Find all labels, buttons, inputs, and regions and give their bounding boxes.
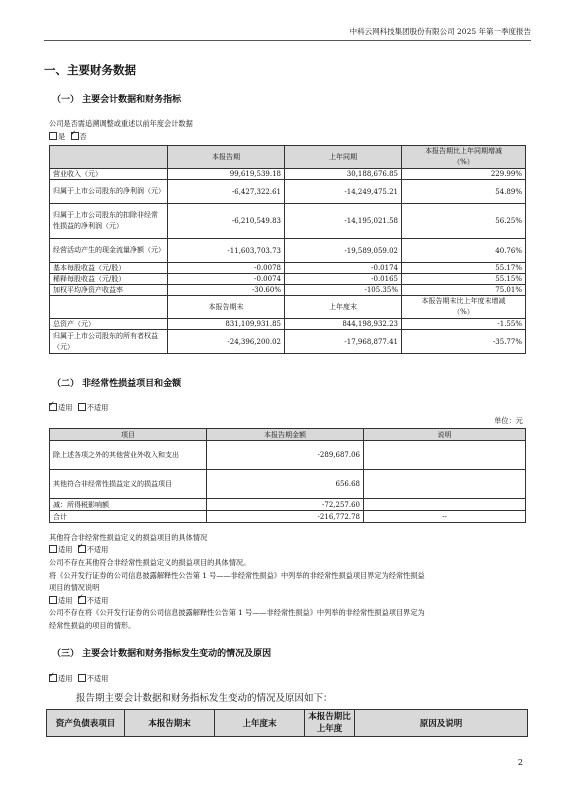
cell-value: 831,109,931.85: [168, 319, 285, 330]
unit-label: 单位：元: [494, 416, 523, 425]
cell-value: 54.89%: [402, 180, 526, 204]
checkbox-applicable[interactable]: [49, 403, 57, 411]
cell-value: -1.55%: [402, 319, 526, 330]
table-header-cell: 说明: [364, 429, 526, 441]
cell-value: --: [364, 511, 526, 523]
cell-value: 55.17%: [402, 263, 526, 274]
cell-value: 30,188,676.85: [285, 169, 402, 180]
cell-value: -19,589,059.02: [285, 239, 402, 263]
change-intro: 报告期主要会计数据和财务指标发生变动的情况及原因如下：: [76, 693, 333, 704]
table-header-cell: 上年同期: [285, 146, 402, 169]
table-row: [50, 180, 526, 204]
table-header-cell: 上年度末: [285, 296, 402, 319]
subsection-1-title: （一） 主要会计数据和财务指标: [52, 95, 182, 105]
checkbox-not-applicable[interactable]: [78, 403, 86, 411]
table-header-cell: [50, 296, 168, 319]
page-header: 中科云网科技集团股份有限公司 2025 年第一季度报告: [44, 26, 531, 41]
table-header-cell: 资产负债表项目: [47, 710, 125, 737]
restate-question: 公司是否需追溯调整或重述以前年度会计数据: [49, 119, 193, 128]
explain-text-2: 经常性损益的项目的情形。: [49, 621, 136, 630]
subsection-3-title: （三） 主要会计数据和财务指标发生变动的情况及原因: [52, 649, 272, 659]
table-row: [50, 285, 526, 296]
cell-value: 99,619,539.18: [168, 169, 285, 180]
table-header-row: [47, 710, 528, 737]
row-label: 经营活动产生的现金流量净额（元）: [50, 239, 168, 263]
row-label: 总资产（元）: [50, 319, 168, 330]
table-row: [50, 470, 526, 499]
table-header-row: [50, 146, 526, 169]
option-applicable-label: 适用: [58, 596, 73, 605]
restate-options: [49, 132, 87, 142]
table-row: [50, 511, 526, 523]
table-header-cell: 本报告期末: [168, 296, 285, 319]
cell-value: 55.15%: [402, 274, 526, 285]
table-row: [50, 274, 526, 285]
cell-value: -6,427,322.61: [168, 180, 285, 204]
cell-value: 844,198,932.23: [285, 319, 402, 330]
option-applicable-label: 适用: [58, 403, 73, 412]
cell-value: -0.0165: [285, 274, 402, 285]
cell-value: -30.60%: [168, 285, 285, 296]
cell-value: -6,210,549.83: [168, 204, 285, 239]
option-not-applicable-label: 不适用: [86, 674, 109, 683]
option-not-applicable-label: 不适用: [86, 545, 109, 554]
cell-value: -14,195,021.58: [285, 204, 402, 239]
page-number: 2: [517, 758, 523, 767]
table-header-cell: [50, 146, 168, 169]
cell-value: [364, 470, 526, 499]
table-row: [50, 330, 526, 354]
cell-value: [364, 441, 526, 470]
cell-value: [364, 499, 526, 511]
applicable-options-3: [49, 545, 108, 555]
checkbox-applicable[interactable]: [49, 545, 57, 553]
balance-sheet-change-table: [46, 709, 528, 737]
table-header-cell: 本报告期末: [125, 710, 215, 737]
subsection-2-title: （二） 非经常性损益项目和金额: [52, 379, 182, 389]
applicable-options-4: [49, 596, 108, 606]
cell-value: 56.25%: [402, 204, 526, 239]
option-not-applicable-label: 不适用: [86, 596, 109, 605]
row-label: 合计: [50, 511, 207, 523]
row-label: 减：所得税影响额: [50, 499, 207, 511]
cell-value: -105.35%: [285, 285, 402, 296]
cell-value: -216,772.78: [207, 511, 364, 523]
cell-value: -17,968,877.41: [285, 330, 402, 354]
cell-value: -14,249,475.21: [285, 180, 402, 204]
checkbox-applicable[interactable]: [49, 674, 57, 682]
explain-text-1: 公司不存在将《公开发行证券的公司信息披露解释性公告第 1 号——非经常性损益》中列举的非经常性损益项目界定为: [49, 608, 425, 617]
cell-value: -0.0174: [285, 263, 402, 274]
option-applicable-label: 适用: [58, 674, 73, 683]
checkbox-not-applicable[interactable]: [78, 545, 86, 553]
table-row: [50, 204, 526, 239]
row-label: 归属于上市公司股东的净利润（元）: [50, 180, 168, 204]
cell-value: 656.68: [207, 470, 364, 499]
cell-value: -289,687.06: [207, 441, 364, 470]
checkbox-not-applicable[interactable]: [78, 596, 86, 604]
cell-value: 75.01%: [402, 285, 526, 296]
cell-value: -11,603,703.73: [168, 239, 285, 263]
table-header-cell: 原因及说明: [355, 710, 528, 737]
cell-value: -72,257.60: [207, 499, 364, 511]
financial-data-table: [49, 145, 526, 354]
row-label: 归属于上市公司股东的所有者权益（元）: [50, 330, 168, 354]
applicable-options-2: [49, 403, 108, 413]
cell-value: -0.0078: [168, 263, 285, 274]
table-header-row: [50, 296, 526, 319]
table-row: [50, 499, 526, 511]
table-header-row: [50, 429, 526, 441]
row-label: 除上述各项之外的其他营业外收入和支出: [50, 441, 207, 470]
table-row: [50, 319, 526, 330]
table-header-cell: 本报告期: [168, 146, 285, 169]
cell-value: -24,396,200.02: [168, 330, 285, 354]
table-header-cell: 本报告期比上年同期增减 （%）: [402, 146, 526, 169]
section-title: 一、主要财务数据: [44, 63, 136, 77]
checkbox-no[interactable]: [71, 132, 79, 140]
row-label: 基本每股收益（元/股）: [50, 263, 168, 274]
table-header-cell: 上年度末: [215, 710, 305, 737]
explain-line-1: 将《公开发行证券的公司信息披露解释性公告第 1 号——非经常性损益》中列举的非经常性损益项目界定为经常性损益: [49, 571, 425, 580]
table-row: [50, 441, 526, 470]
row-label: 其他符合非经常性损益定义的损益项目: [50, 470, 207, 499]
table-row: [50, 169, 526, 180]
non-recurring-table: [49, 428, 526, 523]
explain-line-2: 项目的情况说明: [49, 583, 100, 592]
other-items-title: 其他符合非经常性损益定义的损益项目的具体情况: [49, 533, 208, 542]
option-not-applicable-label: 不适用: [86, 403, 109, 412]
other-items-text: 公司不存在其他符合非经常性损益定义的损益项目的具体情况。: [49, 558, 251, 567]
option-no-label: 否: [79, 132, 87, 141]
option-yes-label: 是: [58, 132, 66, 141]
table-header-cell: 本报告期末比上年度末增减 （%）: [402, 296, 526, 319]
row-label: 稀释每股收益（元/股）: [50, 274, 168, 285]
row-label: 营业收入（元）: [50, 169, 168, 180]
row-label: 加权平均净资产收益率: [50, 285, 168, 296]
option-applicable-label: 适用: [58, 545, 73, 554]
table-header-cell: 本报告期比上年度: [305, 710, 355, 737]
checkbox-applicable[interactable]: [49, 596, 57, 604]
table-row: [50, 263, 526, 274]
checkbox-yes[interactable]: [49, 132, 57, 140]
row-label: 归属于上市公司股东的扣除非经常性损益的净利润（元）: [50, 204, 168, 239]
cell-value: 229.99%: [402, 169, 526, 180]
cell-value: 40.76%: [402, 239, 526, 263]
table-row: [50, 239, 526, 263]
table-header-cell: 项目: [50, 429, 207, 441]
checkbox-not-applicable[interactable]: [78, 674, 86, 682]
cell-value: -35.77%: [402, 330, 526, 354]
table-header-cell: 本报告期金额: [207, 429, 364, 441]
cell-value: -0.0074: [168, 274, 285, 285]
applicable-options-5: [49, 674, 108, 684]
